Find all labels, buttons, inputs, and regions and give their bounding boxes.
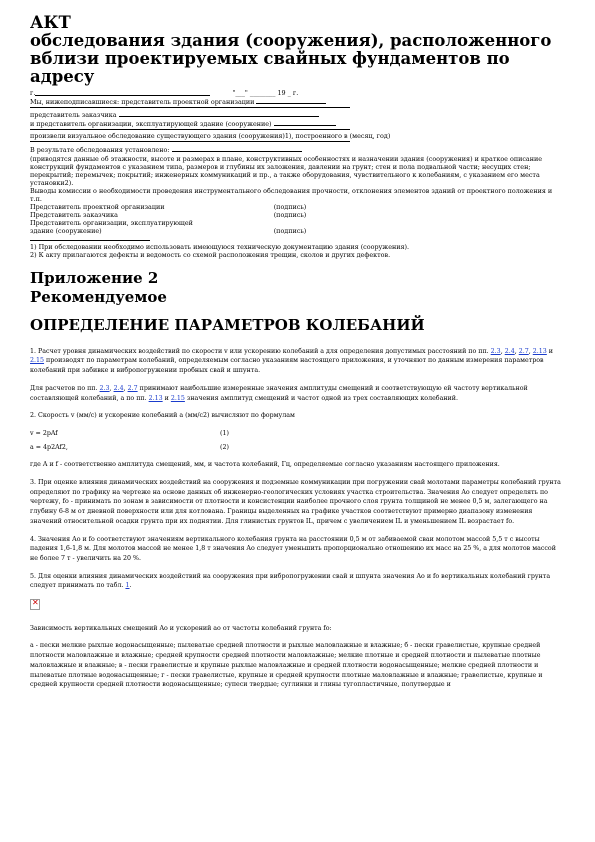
customer-line: представитель заказчика [30, 111, 117, 120]
paragraph-3: 3. При оценке влияния динамических воздействий на сооружения и подземные коммуникации при погружении свай молотами параметры колебаний грунта определяют по графику на чертеже на основе данных об инженерно-геологических условиях участка строительства. Значения Ao следует определять по чертежу, fo - принимать по зонам в зависимости от плотности и консистенции наиболее прочного слоя грунта толщиной не менее 0,5 м, залегающего на глубину 6-8 м от дневной поверхности или для котлована. Границы выделенных на графике участков соответствуют примерно диапазону изменения значений относительной осадки грунта при их поднятии. Для глинистых грунтов IL, причем с увеличением IL и уменьшением IL возрастает fo. [30, 479, 561, 525]
blank-line [30, 141, 350, 142]
findings-description: (приводятся данные об этажности, высоте и размерах в плане, конструктивных особенностях и назначении здания (сооружения) и краткое описание конструкций фундаментов с указанием типа, размеров и глубины их заложения, давлении на грунт; стен и пола подвальной части; несущих стен; перекрытий; перемычек; покрытий; инженерных коммуникаций и пр., а также оборудования, чувствительного к колебаниям, с указанием его места установки2). [30, 154, 543, 187]
footnote-1: 1) При обследовании необходимо использовать имеющуюся техническую документацию здания (сооружения). [30, 242, 410, 251]
formula-1 [30, 429, 290, 439]
signature-placeholder: (подпись) [273, 203, 307, 212]
act-date: "___" ________ 19 _ г. [232, 89, 299, 97]
section-heading: ОПРЕДЕЛЕНИЕ ПАРАМЕТРОВ КОЛЕБАНИЙ [30, 315, 425, 334]
text-run: 1. Расчет уровня динамических воздействий по скорости v или ускорению колебаний a для определения допустимых расстояний по пп. [30, 347, 489, 355]
paragraph-2: 2. Скорость v (мм/с) и ускорение колебаний a (мм/с2) вычисляют по формулам [30, 412, 295, 420]
signature-row [30, 227, 360, 235]
link-table[interactable]: 1 [125, 582, 130, 590]
paragraph-1: 1. Расчет уровня динамических воздействий по скорости v или ускорению колебаний a для определения допустимых расстояний по пп. 2.3, 2.4, 2.7, 2.13 и 2.15 производят по параметрам колебаний, определяемым согласно указаниям настоящего приложения, и уточняют по данным измерения параметров колебаний при забивке и вибропогружении пробных свай и шпунта. [30, 347, 553, 375]
formula-2 [30, 443, 290, 453]
blank-line [274, 119, 336, 126]
inspection-line: произвели визуальное обследование существующего здания (сооружения)1), построенного в (месяц, год) [30, 132, 391, 141]
act-title-line: вблизи проектируемых свайных фундаментов по [30, 49, 510, 68]
act-title [30, 14, 565, 86]
paragraph-5: 5. Для оценки влияния динамических воздействий на сооружения при вибропогружении свай и шпунта значения Ao и fo вертикальных колебаний грунта следует принимать по табл. 1. [30, 572, 551, 590]
operator-line: и представитель организации, эксплуатирующей здание (сооружение) [30, 120, 272, 129]
commission-line: Мы, нижеподписавшиеся: представитель проектной организации [30, 98, 255, 107]
commission-conclusions: Выводы комиссии о необходимости проведения инструментального обследования прочности, отклонения элементов зданий от проектного положения и т.п. [30, 186, 553, 204]
footnote-divider [30, 240, 150, 241]
text-run: 5. Для оценки влияния динамических воздействий на сооружения при вибропогружении свай и шпунта значения Ao и fo вертикальных колебаний грунта следует принимать по табл. [30, 572, 551, 590]
signature-role: здание (сооружение) [30, 227, 102, 236]
link-clause[interactable]: 2.7 [127, 384, 138, 392]
link-clause[interactable]: 2.4 [113, 384, 124, 392]
appendix-body [30, 347, 565, 690]
signature-placeholder: (подпись) [273, 227, 307, 236]
link-clause[interactable]: 2.13 [148, 394, 163, 402]
signature-row [30, 211, 360, 219]
paragraph-formula-note: где A и f - соответственно амплитуда смещений, мм, и частота колебаний, Гц, определяемые согласно указаниям настоящего приложения. [30, 461, 500, 469]
city-date-row [30, 89, 565, 97]
act-form [30, 89, 565, 259]
paragraph-1b: Для расчетов по пп. 2.3, 2.4, 2.7 принимают наибольшие измеренные значения амплитуды смещений и соответствующую ей частоту вертикальной составляющей колебаний, а по пп. 2.13 и 2.15 значения амплитуд смещений и частот одной из трех составляющих колебаний. [30, 384, 528, 402]
act-title-line: адресу [30, 67, 95, 86]
signature-row [30, 203, 360, 211]
act-title-line: АКТ [30, 13, 71, 32]
blank-line [256, 97, 326, 104]
blank-line [119, 110, 319, 117]
formula-expression: a = 4p2Af2, [30, 443, 68, 451]
text-run: производят по параметрам колебаний, определяемым согласно указаниям настоящего приложения, и уточняют по данным измерения параметров колебаний при забивке и вибропогружении пробных свай и шпунта. [30, 357, 544, 375]
paragraph-4: 4. Значения Ao и fo соответствуют значениям вертикального колебания грунта на расстоянии 0,5 м от забиваемой сваи молотом массой 5,5 т с высоты падения 1,6-1,8 м. Для молотов массой не менее 1,8 т значения Ao следует уменьшить пропорционально отношению их масс на 25 %, а для молотов массой не более 7 т - увеличить на 20 %. [30, 535, 556, 562]
link-clause[interactable]: 2.3 [99, 384, 110, 392]
link-clause[interactable]: 2.13 [532, 347, 547, 355]
formula-number: (2) [220, 443, 229, 451]
link-clause[interactable]: 2.15 [30, 357, 45, 365]
appendix-title: Приложение 2 [30, 268, 159, 287]
link-clause[interactable]: 2.7 [518, 347, 529, 355]
link-clause[interactable]: 2.3 [490, 347, 501, 355]
link-clause[interactable]: 2.4 [504, 347, 515, 355]
blank-line [30, 129, 350, 130]
act-title-line: обследования здания (сооружения), расположенного [30, 31, 552, 50]
findings-label: В результате обследования установлено: [30, 146, 170, 155]
signature-role: Представитель заказчика [30, 211, 118, 220]
blank-line [30, 107, 350, 108]
appendix-subtitle: Рекомендуемое [30, 287, 167, 306]
signature-placeholder: (подпись) [273, 211, 307, 220]
formula-number: (1) [220, 429, 229, 437]
text-run: Для расчетов по пп. [30, 384, 98, 392]
text-run: принимают наибольшие измеренные значения амплитуды смещений и соответствующую ей частоту вертикальной составляющей колебаний, а по пп. [30, 384, 528, 402]
footnote-2: 2) К акту прилагаются дефекты и ведомость со схемой расположения трещин, сколов и других дефектов. [30, 250, 391, 259]
blank-line [172, 145, 302, 152]
formula-expression: v = 2pAf [30, 429, 58, 437]
figure-caption: Зависимость вертикальных смещений Ao и ускорений ao от частоты колебаний грунта fo: [30, 624, 332, 632]
signature-role: Представитель организации, эксплуатирующей [30, 219, 193, 228]
city-blank [35, 89, 210, 96]
city-label: г. [30, 89, 36, 97]
text-run: значения амплитуд смещений и частот одной из трех составляющих колебаний. [186, 394, 458, 402]
signature-role: Представитель проектной организации [30, 203, 165, 212]
broken-image-icon: ✕ [30, 599, 40, 610]
figure-legend: а - пески мелкие рыхлые водонасыщенные; пылеватые средней плотности и рыхлые маловлажные и влажные; б - пески гравелистые, крупные средней плотности маловлажные и влажные; средней крупности средней плотности маловлажные; мелкие плотные и средней плотности и пылеватые плотные маловлажные и влажные; в - пески гравелистые и крупные рыхлые маловлажные и средней плотности водонасыщенные; мелкие средней плотности и пылеватые плотные водонасыщенные; г - пески гравелистые, крупные и средней крупности плотные маловлажные и влажные; гравелистые, крупные и средней крупности средней плотности водонасыщенные; супеси твердые; суглинки и глины тугопластичные, полутвердые и [30, 642, 543, 689]
link-clause[interactable]: 2.15 [170, 394, 185, 402]
